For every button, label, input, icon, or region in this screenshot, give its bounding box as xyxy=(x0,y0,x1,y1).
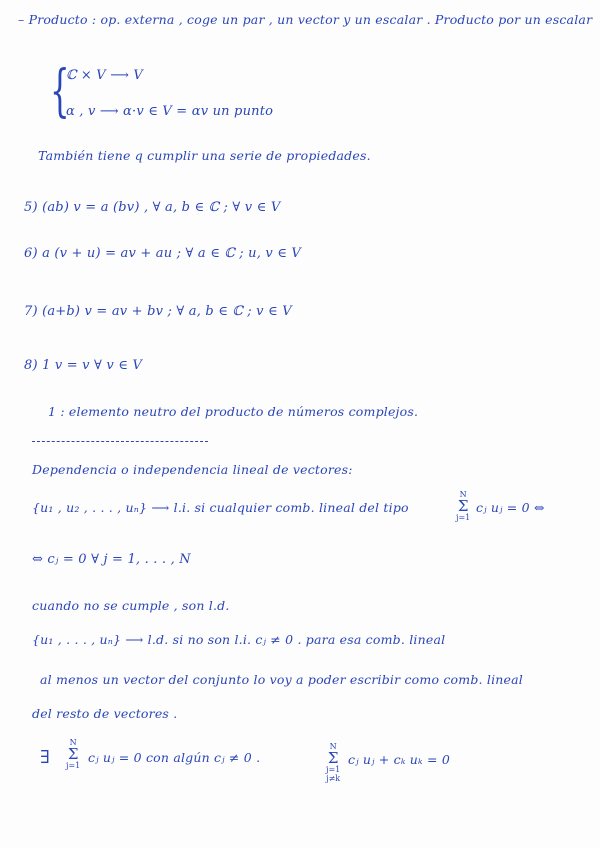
text-line-17a: cⱼ uⱼ = 0 con algún cⱼ ≠ 0 . xyxy=(88,750,261,765)
property-8: 8) 1 v = v ∀ v ∈ V xyxy=(24,358,143,373)
text-line-1: – Producto : op. externa , coge un par , un vector y un escalar . Producto por un escalar xyxy=(18,12,593,27)
text-line-11: {u₁ , u₂ , . . . , uₙ} ⟶ l.i. si cualquier comb. lineal del tipo xyxy=(32,500,409,515)
brace-symbol: { xyxy=(50,59,70,124)
property-7: 7) (a+b) v = av + bv ; ∀ a, b ∈ ℂ ; v ∈ V xyxy=(24,304,292,319)
text-line-16: del resto de vectores . xyxy=(32,706,178,721)
property-5: 5) (ab) v = a (bv) , ∀ a, b ∈ ℂ ; ∀ v ∈ V xyxy=(24,200,281,215)
property-6: 6) a (v + u) = av + au ; ∀ a ∈ ℂ ; u, v ∈ V xyxy=(24,246,302,261)
exists-symbol: ∃ xyxy=(40,747,50,768)
summation-symbol: N Σ j=1 xyxy=(456,490,471,522)
text-line-9: 1 : elemento neutro del producto de números complejos. xyxy=(48,404,419,419)
text-line-11b: cⱼ uⱼ = 0 ⇔ xyxy=(476,500,545,515)
text-line-13: cuando no se cumple , son l.d. xyxy=(32,598,230,613)
text-line-17b: cⱼ uⱼ + cₖ uₖ = 0 xyxy=(348,752,450,767)
text-line-3: α , v ⟶ α·v ∈ V = αv un punto xyxy=(66,104,274,119)
summation-symbol-2: N Σ j=1 xyxy=(66,738,81,770)
separator-line xyxy=(32,441,208,442)
text-line-12: ⇔ cⱼ = 0 ∀ j = 1, . . . , N xyxy=(32,552,191,567)
summation-symbol-3: N Σ j=1 j≠k xyxy=(326,742,341,783)
section-title: Dependencia o independencia lineal de vectores: xyxy=(32,462,353,477)
text-line-4: También tiene q cumplir una serie de propiedades. xyxy=(38,148,371,163)
text-line-15: al menos un vector del conjunto lo voy a poder escribir como comb. lineal xyxy=(40,672,523,687)
text-line-14: {u₁ , . . . , uₙ} ⟶ l.d. si no son l.i. cⱼ ≠ 0 . para esa comb. lineal xyxy=(32,632,446,647)
text-line-2: ℂ × V ⟶ V xyxy=(66,68,143,83)
